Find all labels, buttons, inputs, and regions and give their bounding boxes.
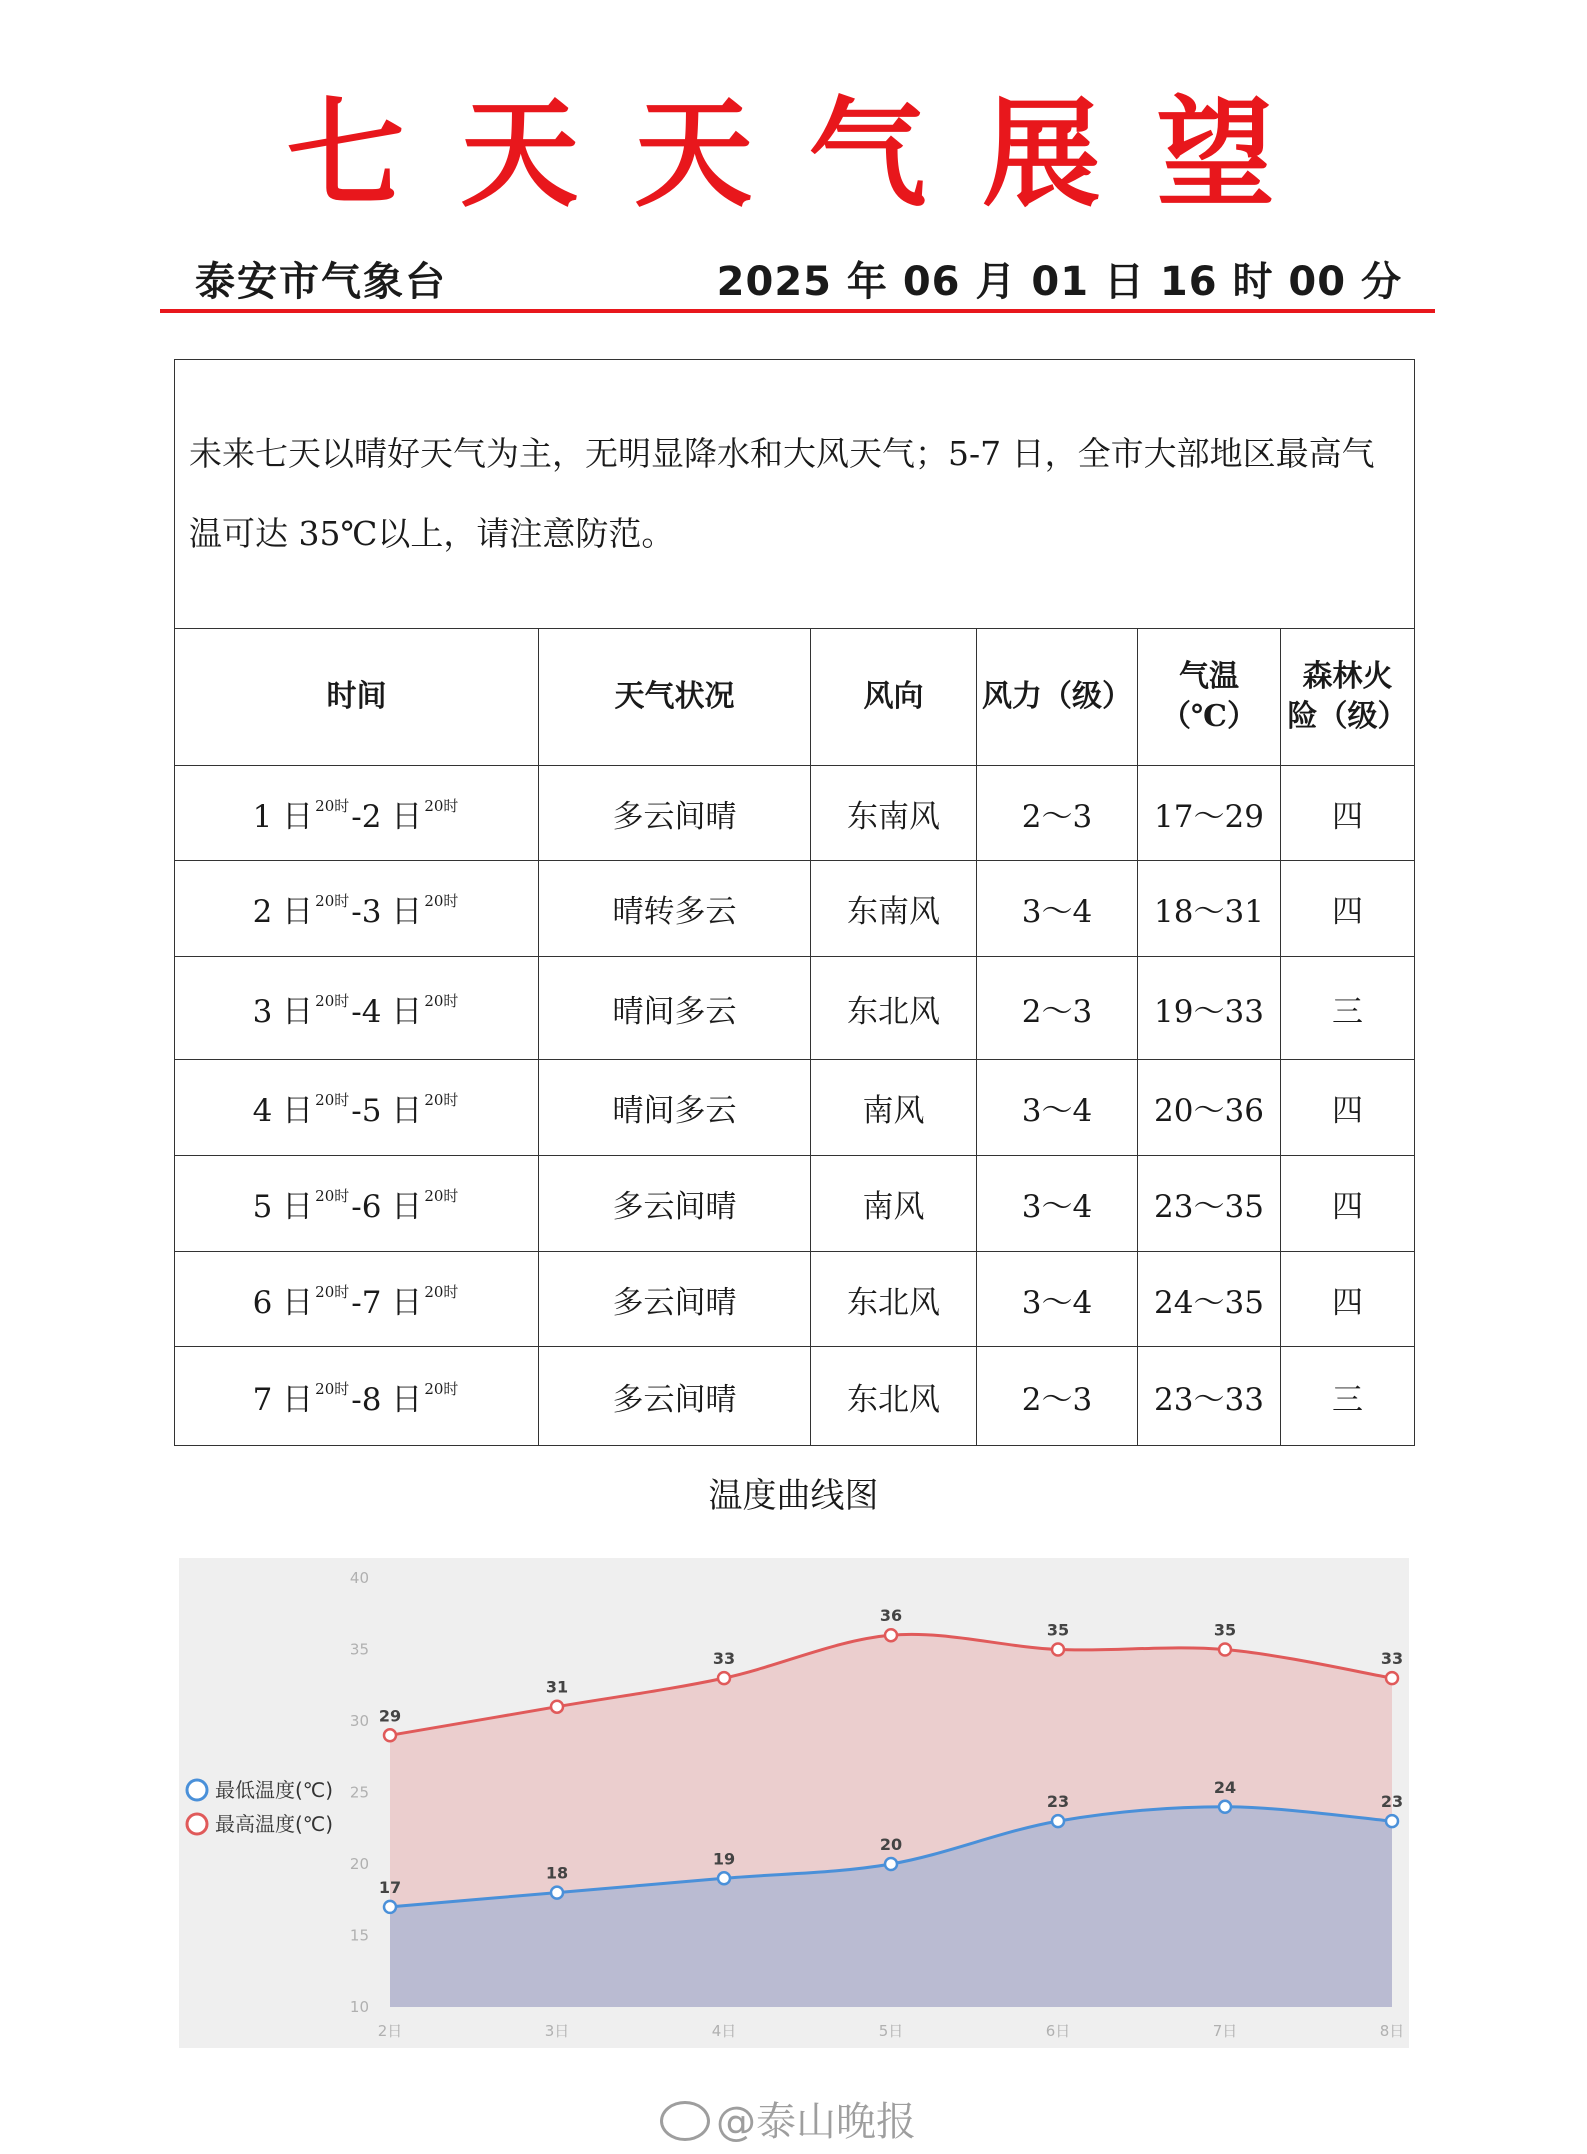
low-temp-point (1386, 1815, 1398, 1827)
cell-fire-risk: 三 (1281, 957, 1415, 1060)
start-hour: 20时 (315, 991, 350, 1010)
start-hour: 20时 (315, 1379, 350, 1398)
y-tick-label: 40 (349, 1569, 369, 1587)
table-row (175, 957, 1415, 1060)
table-row (175, 1347, 1415, 1446)
low-temp-data-label: 18 (545, 1863, 569, 1883)
table-row (175, 1156, 1415, 1252)
end-hour: 20时 (424, 796, 459, 815)
start-day: 3 日 (252, 993, 314, 1030)
cell-time (175, 1156, 539, 1252)
cell-wind-force: 2～3 (977, 766, 1138, 861)
cell-weather: 多云间晴 (539, 1156, 811, 1252)
high-temp-data-label: 31 (545, 1677, 569, 1697)
table-row (175, 1060, 1415, 1156)
cell-weather: 多云间晴 (539, 1252, 811, 1347)
high-temp-data-label: 35 (1046, 1620, 1070, 1640)
high-temp-data-label: 35 (1213, 1620, 1237, 1640)
cell-time (175, 1347, 539, 1446)
temperature-chart (179, 1558, 1409, 2048)
y-tick-label: 35 (349, 1640, 369, 1659)
end-hour: 20时 (424, 1379, 459, 1398)
cell-wind-direction: 东北风 (811, 957, 977, 1060)
y-tick-label: 10 (349, 1998, 369, 2016)
fire-header-line1: 森林火 (1302, 659, 1393, 694)
cell-wind-direction: 南风 (811, 1156, 977, 1252)
col-header-wind-force: 风力（级） (977, 629, 1138, 766)
low-temp-point (718, 1872, 730, 1884)
watermark-text: @泰山晚报 (716, 2099, 916, 2145)
start-day: 4 日 (252, 1093, 314, 1129)
legend-low-label: 最低温度(℃) (215, 1778, 334, 1802)
header-divider (160, 309, 1435, 313)
legend-high-label: 最高温度(℃) (215, 1812, 334, 1836)
cell-wind-force: 3～4 (977, 1060, 1138, 1156)
chart-caption: 温度曲线图 (708, 1476, 879, 1516)
forecast-table (174, 359, 1415, 1446)
low-temp-data-label: 19 (712, 1849, 736, 1869)
start-day: 6 日 (252, 1284, 314, 1321)
cell-fire-risk: 四 (1281, 861, 1415, 957)
end-hour: 20时 (424, 1282, 459, 1301)
low-temp-data-label: 24 (1213, 1777, 1237, 1797)
end-day: -5 日 (351, 1093, 423, 1129)
table-row (175, 861, 1415, 957)
low-temp-point (885, 1858, 897, 1870)
col-header-fire-risk (1281, 629, 1415, 766)
cell-temperature: 23～33 (1138, 1347, 1281, 1446)
y-tick-label: 25 (349, 1783, 369, 1802)
cell-wind-direction: 东南风 (811, 766, 977, 861)
fire-header-line2: 险（级） (1287, 699, 1408, 734)
cell-weather: 晴间多云 (539, 1060, 811, 1156)
x-tick-label: 2日 (377, 2022, 403, 2040)
x-tick-label: 8日 (1379, 2022, 1405, 2040)
y-tick-label: 15 (349, 1926, 369, 1945)
high-temp-data-label: 33 (1380, 1649, 1404, 1669)
cell-weather: 多云间晴 (539, 1347, 811, 1446)
cell-fire-risk: 四 (1281, 766, 1415, 861)
high-temp-data-label: 36 (879, 1606, 903, 1626)
cell-time (175, 1252, 539, 1347)
cell-weather: 晴转多云 (539, 861, 811, 957)
cell-time (175, 861, 539, 957)
cell-temperature: 24～35 (1138, 1252, 1281, 1347)
table-row (175, 766, 1415, 861)
low-temp-data-label: 23 (1046, 1792, 1070, 1812)
cell-wind-force: 3～4 (977, 861, 1138, 957)
start-hour: 20时 (315, 796, 350, 815)
cell-time (175, 766, 539, 861)
end-day: -4 日 (351, 993, 423, 1030)
x-tick-label: 3日 (544, 2022, 570, 2040)
issue-time: 2025 年 06 月 01 日 16 时 00 分 (716, 259, 1402, 305)
high-temp-point (384, 1729, 396, 1741)
cell-temperature: 19～33 (1138, 957, 1281, 1060)
cell-temperature: 23～35 (1138, 1156, 1281, 1252)
cell-wind-force: 3～4 (977, 1252, 1138, 1347)
legend-low-marker (187, 1780, 207, 1800)
low-temp-point (1219, 1801, 1231, 1813)
end-hour: 20时 (424, 892, 459, 910)
y-tick-label: 30 (349, 1712, 369, 1730)
cell-fire-risk: 四 (1281, 1156, 1415, 1252)
high-temp-point (1052, 1644, 1064, 1656)
cell-wind-direction: 东北风 (811, 1252, 977, 1347)
start-hour: 20时 (315, 1091, 350, 1109)
cell-wind-force: 2～3 (977, 957, 1138, 1060)
cell-weather: 多云间晴 (539, 766, 811, 861)
x-tick-label: 7日 (1212, 2022, 1238, 2040)
legend-high-marker (187, 1814, 207, 1834)
col-header-time: 时间 (175, 629, 539, 766)
end-day: -7 日 (351, 1284, 423, 1321)
cell-time (175, 1060, 539, 1156)
cell-wind-force: 2～3 (977, 1347, 1138, 1446)
cell-time (175, 957, 539, 1060)
low-temp-data-label: 20 (879, 1835, 903, 1854)
forecast-summary: 未来七天以晴好天气为主，无明显降水和大风天气；5-7 日，全市大部地区最高气温可达 35℃以上，请注意防范。 (175, 360, 1415, 629)
temperature-chart-panel (179, 1558, 1409, 2048)
cell-wind-direction: 东南风 (811, 861, 977, 957)
start-day: 1 日 (252, 798, 314, 835)
high-temp-point (551, 1701, 563, 1713)
forecast-rows (175, 766, 1415, 1446)
header-row (175, 629, 1415, 766)
low-temp-point (384, 1901, 396, 1913)
cell-temperature: 17～29 (1138, 766, 1281, 861)
high-temp-point (718, 1672, 730, 1684)
end-hour: 20时 (424, 1091, 459, 1109)
col-header-wind-direction: 风向 (811, 629, 977, 766)
end-day: -3 日 (351, 894, 423, 930)
temp-header-line1: 气温 (1179, 659, 1239, 694)
cell-wind-direction: 东北风 (811, 1347, 977, 1446)
x-tick-label: 5日 (878, 2022, 904, 2040)
high-temp-data-label: 29 (378, 1706, 402, 1726)
table-row (175, 1252, 1415, 1347)
start-day: 5 日 (252, 1189, 314, 1225)
end-day: -8 日 (351, 1381, 423, 1418)
summary-row (175, 360, 1415, 629)
high-temp-point (885, 1629, 897, 1641)
issuing-organization: 泰安市气象台 (195, 258, 447, 305)
weibo-icon (660, 2101, 710, 2141)
col-header-weather: 天气状况 (539, 629, 811, 766)
cell-temperature: 18～31 (1138, 861, 1281, 957)
end-hour: 20时 (424, 991, 459, 1010)
cell-weather: 晴间多云 (539, 957, 811, 1060)
end-day: -6 日 (351, 1189, 423, 1225)
temp-header-line2: （℃） (1161, 699, 1257, 734)
start-hour: 20时 (315, 892, 350, 910)
high-temp-point (1219, 1644, 1231, 1656)
low-temp-data-label: 17 (378, 1877, 402, 1897)
cell-temperature: 20～36 (1138, 1060, 1281, 1156)
col-header-temperature (1138, 629, 1281, 766)
start-hour: 20时 (315, 1187, 350, 1205)
y-tick-label: 20 (349, 1855, 369, 1873)
high-temp-data-label: 33 (712, 1649, 736, 1669)
cell-fire-risk: 三 (1281, 1347, 1415, 1446)
start-day: 7 日 (252, 1381, 314, 1418)
low-temp-point (1052, 1815, 1064, 1827)
page-title: 七天天气展望 (286, 84, 1331, 223)
start-day: 2 日 (252, 894, 314, 930)
low-temp-data-label: 23 (1380, 1792, 1404, 1812)
cell-fire-risk: 四 (1281, 1060, 1415, 1156)
start-hour: 20时 (315, 1282, 350, 1301)
cell-wind-force: 3～4 (977, 1156, 1138, 1252)
x-tick-label: 4日 (711, 2022, 737, 2040)
low-temp-point (551, 1887, 563, 1899)
watermark (660, 2090, 916, 2147)
end-hour: 20时 (424, 1187, 459, 1205)
cell-fire-risk: 四 (1281, 1252, 1415, 1347)
end-day: -2 日 (351, 798, 423, 835)
cell-wind-direction: 南风 (811, 1060, 977, 1156)
x-tick-label: 6日 (1045, 2022, 1071, 2040)
high-temp-point (1386, 1672, 1398, 1684)
